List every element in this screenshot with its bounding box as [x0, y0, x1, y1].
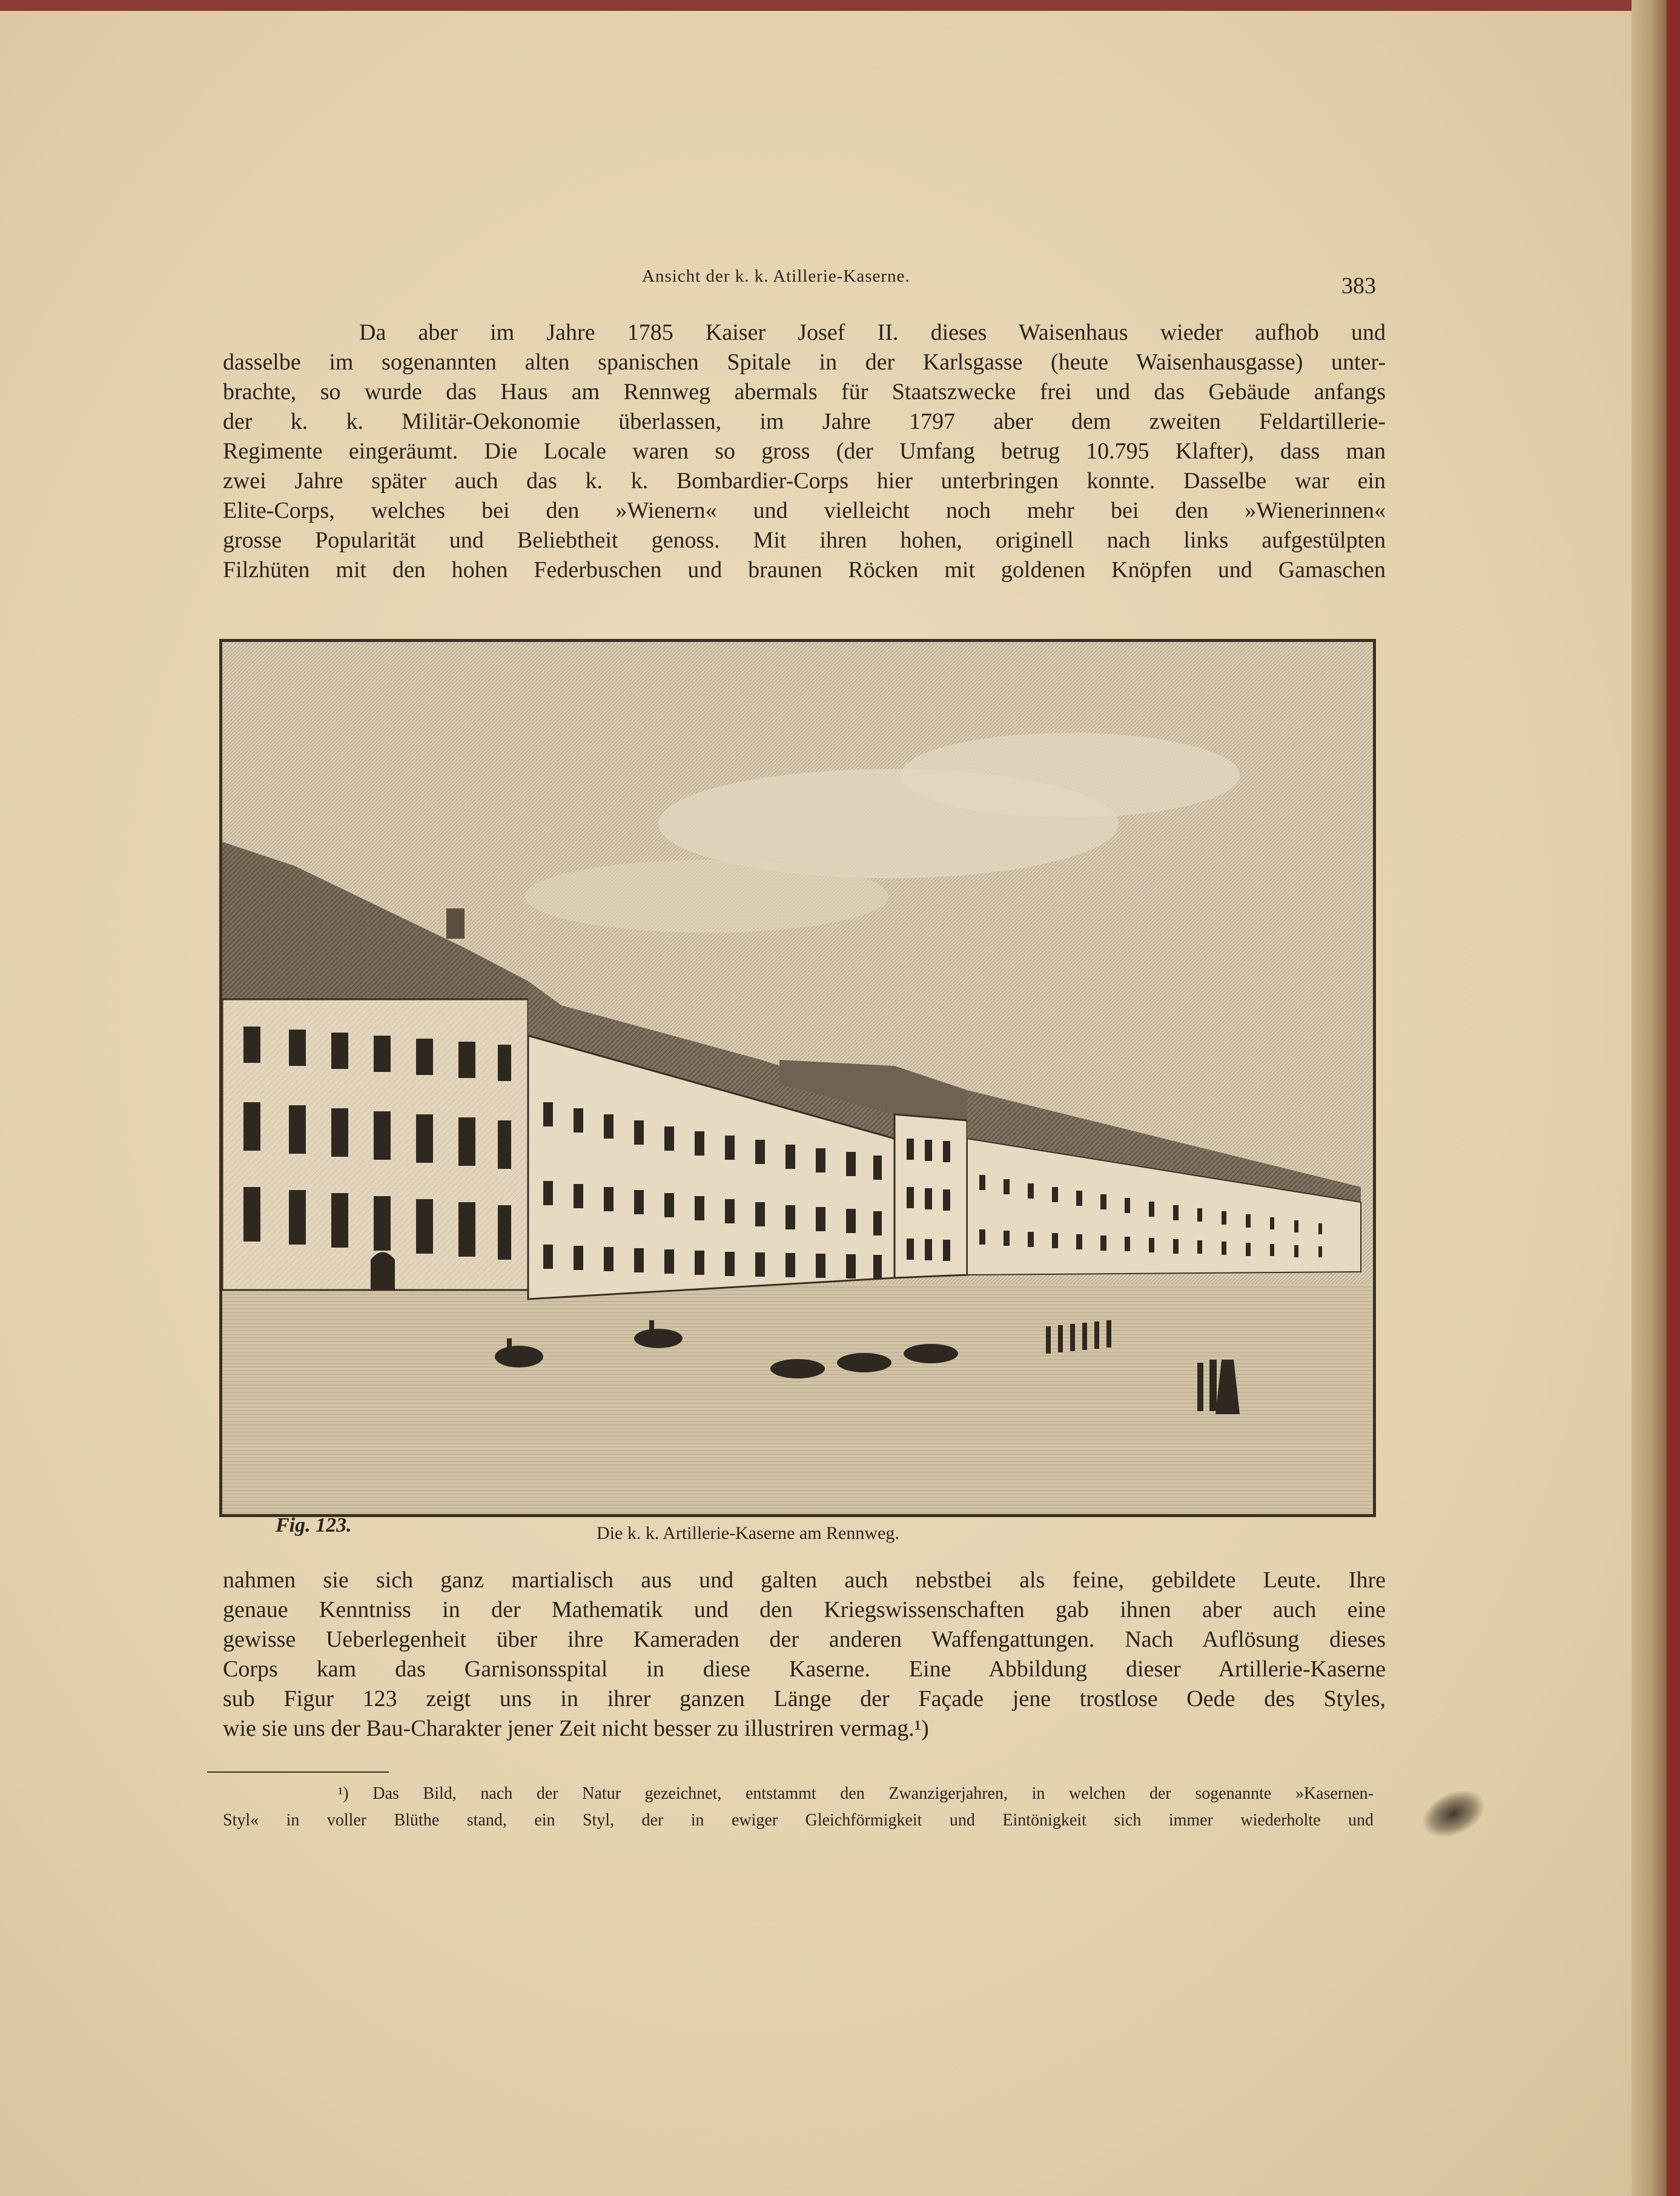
text-line: brachte, so wurde das Haus am Rennweg abermals für Staatszwecke frei und das Gebäude anfangs [223, 379, 1386, 405]
text-line: nahmen sie sich ganz martialisch aus und galten auch nebstbei als feine, gebildete Leute. Ihre [223, 1567, 1386, 1593]
running-head: Ansicht der k. k. Atillerie-Kaserne. [642, 266, 910, 286]
binding-top-strip [0, 0, 1680, 11]
figure-engraving-barracks [219, 639, 1376, 1517]
text-line: sub Figur 123 zeigt uns in ihrer ganzen Länge der Façade jene trostlose Oede des Styles, [223, 1686, 1386, 1711]
text-line: dasselbe im sogenannten alten spanischen Spitale in der Karlsgasse (heute Waisenhausgasse) unter- [223, 349, 1386, 375]
text-line: Filzhüten mit den hohen Federbuschen und braunen Röcken mit goldenen Knöpfen und Gamaschen [223, 557, 1386, 583]
text-line: zwei Jahre später auch das k. k. Bombardier-Corps hier unterbringen konnte. Dasselbe war ein [223, 468, 1386, 494]
text-line: der k. k. Militär-Oekonomie überlassen, im Jahre 1797 aber dem zweiten Feldartillerie- [223, 409, 1386, 434]
text-line: Corps kam das Garnisonsspital in diese Kaserne. Eine Abbildung dieser Artillerie-Kaserne [223, 1656, 1386, 1682]
page-number: 383 [1341, 273, 1376, 299]
text-line: genaue Kenntniss in der Mathematik und den Kriegswissenschaften gab ihnen aber auch eine [223, 1597, 1386, 1622]
text-line: Elite-Corps, welches bei den »Wienern« und vielleicht noch mehr bei den »Wienerinnen« [223, 498, 1386, 523]
text-line: gewisse Ueberlegenheit über ihre Kameraden der anderen Waffengattungen. Nach Auflösung dieses [223, 1627, 1386, 1652]
footnote-line: Styl« in voller Blüthe stand, ein Styl, der in ewiger Gleichförmigkeit und Eintönigkeit sich immer wiederholte und [223, 1811, 1374, 1830]
footnote-line: ¹) Das Bild, nach der Natur gezeichnet, entstammt den Zwanzigerjahren, in welchen der sogenannte »Kasernen- [338, 1784, 1374, 1803]
book-binding-edge [1632, 0, 1680, 2196]
footnote [223, 1781, 1374, 1834]
text-line: wie sie uns der Bau-Charakter jener Zeit nicht besser zu illustriren vermag.¹) [223, 1716, 929, 1741]
barracks-illustration [222, 642, 1373, 1514]
figure-caption: Die k. k. Artillerie-Kaserne am Rennweg. [597, 1523, 899, 1543]
paragraph-1 [223, 318, 1386, 585]
paragraph-2 [223, 1566, 1386, 1744]
text-line: grosse Popularität und Beliebtheit genoss. Mit ihren hohen, originell nach links aufgestülpten [223, 528, 1386, 553]
text-line: Regimente eingeräumt. Die Locale waren so gross (der Umfang betrug 10.795 Klafter), dass man [223, 438, 1386, 464]
footnote-divider [207, 1771, 389, 1773]
figure-number: Fig. 123. [276, 1514, 352, 1536]
text-line: Da aber im Jahre 1785 Kaiser Josef II. dieses Waisenhaus wieder aufhob und [359, 320, 1386, 345]
